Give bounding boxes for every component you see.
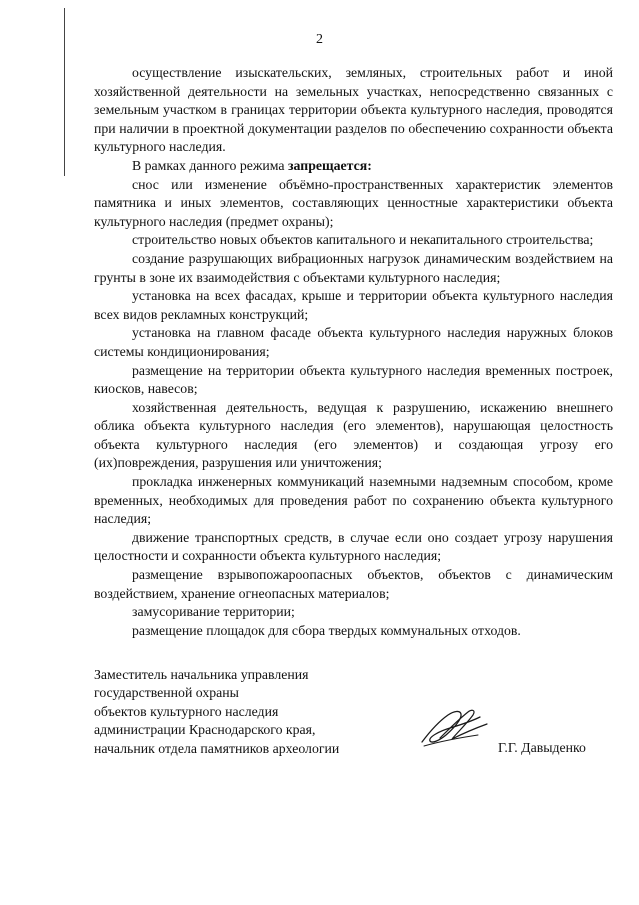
prohibited-heading-prefix: В рамках данного режима bbox=[132, 157, 285, 173]
prohibited-item: размещение на территории объекта культурного наследия временных построек, киосков, навесов; bbox=[94, 362, 613, 397]
handwritten-signature bbox=[418, 706, 490, 748]
prohibited-item: строительство новых объектов капитального и некапитального строительства; bbox=[132, 232, 594, 248]
position-line: государственной охраны bbox=[94, 685, 239, 701]
prohibited-item: хозяйственная деятельность, ведущая к разрушению, искажению внешнего облика объекта культурного наследия (его элементов), нарушающая целостность объекта культурного наследия (его элементов) и создающая угрозу его (их)повреждения, разрушения или уничтожения; bbox=[94, 399, 613, 471]
prohibited-item: установка на всех фасадах, крыше и территории объекта культурного наследия всех видов рекламных конструкций; bbox=[94, 288, 613, 322]
document-body bbox=[94, 64, 613, 640]
prohibited-heading bbox=[94, 157, 613, 176]
prohibited-heading-bold: запрещается: bbox=[288, 157, 372, 173]
position-line: Заместитель начальника управления bbox=[94, 667, 309, 682]
signer-name: Г.Г. Давыденко bbox=[498, 740, 586, 755]
prohibited-item: создание разрушающих вибрационных нагрузок динамическим воздействием на грунты в зоне их взаимодействия с объектами культурного наследия; bbox=[94, 250, 613, 285]
prohibited-item: движение транспортных средств, в случае если оно создает угрозу нарушения целостности и сохранности объекта культурного наследия; bbox=[94, 529, 613, 564]
prohibited-item: размещение площадок для сбора твердых коммунальных отходов. bbox=[132, 622, 521, 638]
prohibited-item: снос или изменение объёмно-пространственных характеристик элементов памятника и иных элементов, составляющих ценностные характеристики объекта культурного наследия (предмет охраны); bbox=[94, 176, 613, 229]
position-line: объектов культурного наследия bbox=[94, 703, 279, 719]
prohibited-item: замусоривание территории; bbox=[132, 604, 295, 620]
prohibited-item: размещение взрывопожароопасных объектов, объектов с динамическим воздействием, хранение огнеопасных материалов; bbox=[94, 567, 613, 601]
prohibited-item: прокладка инженерных коммуникаций наземными надземным способом, кроме временных, необходимых для проведения работ по сохранению объекта культурного наследия; bbox=[94, 474, 613, 527]
signatory-position bbox=[94, 666, 384, 758]
position-line: начальник отдела памятников археологии bbox=[94, 740, 340, 756]
page-number: 2 bbox=[316, 32, 323, 47]
prohibited-item: установка на главном фасаде объекта культурного наследия наружных блоков системы кондиционирования; bbox=[94, 325, 613, 359]
intro-paragraph: осуществление изыскательских, земляных, строительных работ и иной хозяйственной деятельности на земельных участках, непосредственно связанных с земельным участком в границах территории объекта культурного наследия, проводятся при наличии в проектной документации разделов по обеспечению сохранности объекта культурного наследия. bbox=[94, 65, 613, 155]
position-line: администрации Краснодарского края, bbox=[94, 722, 316, 738]
